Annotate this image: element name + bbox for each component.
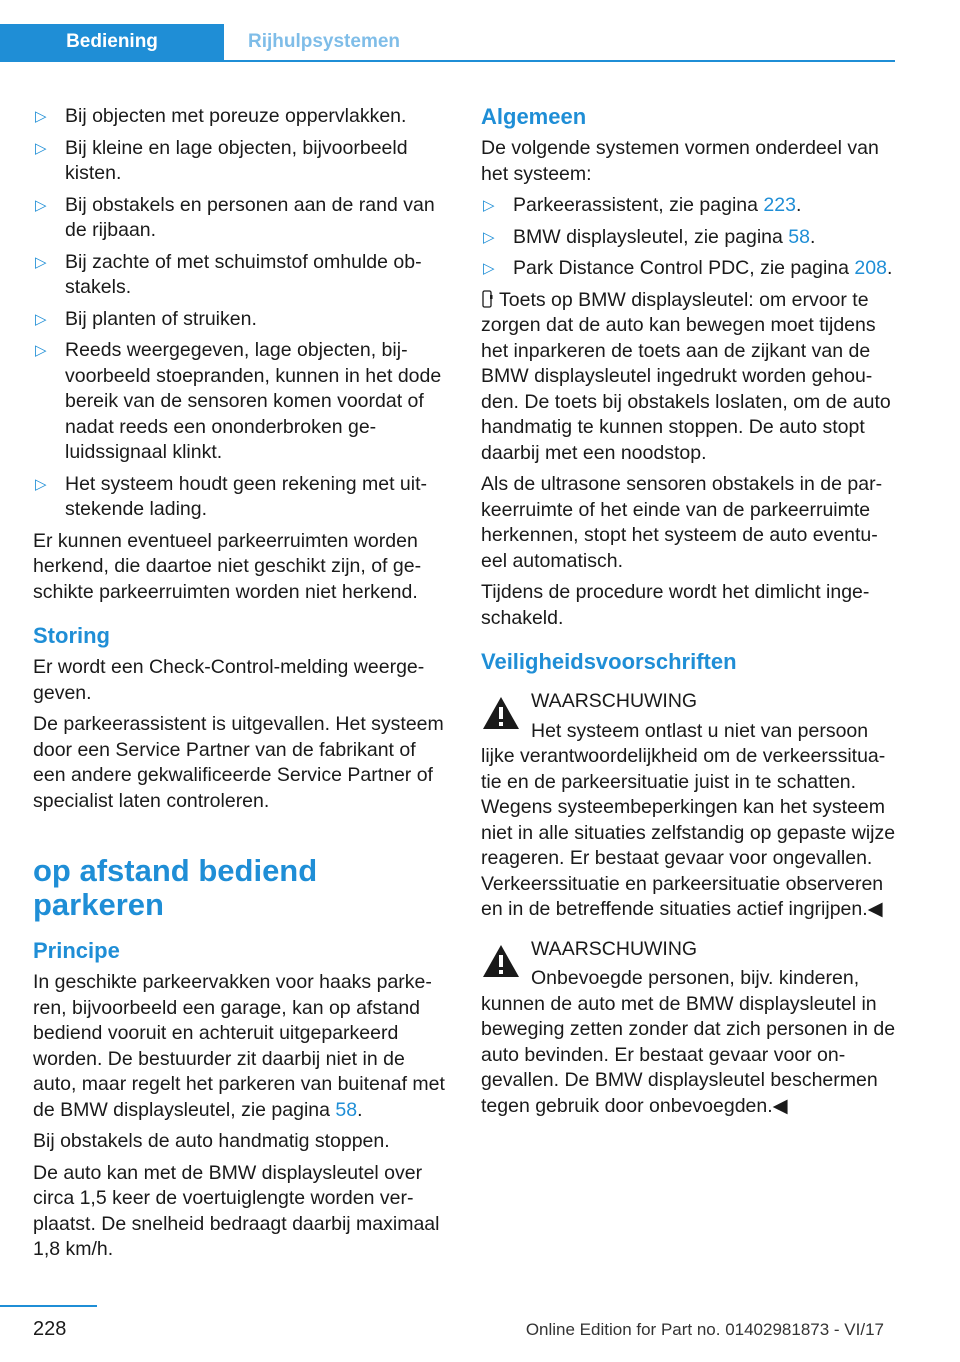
list-item: ▷ Bij objecten met poreuze oppervlakken.: [33, 104, 449, 130]
warning-text: Onbevoegde personen, bijv. kinderen, kunnen de auto met de BMW displaysleutel in beweging zetten zonder dat zich personen in de auto bevinden. Er bestaat gevaar voor ongevallen. De BMW displaysleutel beschermen tegen gebruik door onbevoegden.◀: [481, 967, 896, 1117]
paragraph: Bij obstakels de auto handmatig stoppen.: [33, 1130, 390, 1152]
page-link[interactable]: 58: [788, 225, 810, 248]
tab-bediening: Bediening: [0, 24, 224, 60]
warning-text: Het systeem ontlast u niet van persoon lijke verantwoordelijkheid om de verkeerssituatie en de parkeersituatie juist in te schatten. Wegens systeembeperkingen kan het systeem niet in alle situaties zelfstandig op gepaste wijze reageren. Er bestaat gevaar voor ongevallen. Verkeerssituatie en parkeersituatie observeren en in de betreffende situaties actief ingrijpen.◀: [481, 719, 896, 920]
list-item: ▷ Parkeerassistent, zie pagina 223.: [481, 193, 897, 219]
paragraph: De volgende systemen vormen onderdeel van het systeem:: [481, 137, 879, 185]
warning-title: WAARSCHUWING: [531, 937, 698, 960]
list-item: ▷ Bij planten of struiken.: [33, 307, 449, 333]
page-link[interactable]: 208: [854, 257, 887, 279]
page-number: 228: [33, 1318, 67, 1340]
triangle-bullet-icon: ▷: [483, 197, 495, 214]
list-item: ▷ Park Distance Control PDC, zie pagina 208.: [481, 256, 897, 282]
key-icon: [481, 290, 493, 308]
heading-veiligheid: Veiligheidsvoorschriften: [481, 649, 737, 674]
paragraph: Tijdens de procedure wordt het dimlicht ingeschakeld.: [481, 581, 870, 629]
paragraph: Er kunnen eventueel parkeerruimten worden herkend, die daartoe niet geschikt zijn, of geschikte parkeerruimten worden niet herkend.: [33, 529, 422, 603]
list-item: ▷ Het systeem houdt geen rekening met uitstekende lading.: [35, 472, 428, 520]
list-item: ▷ Bij zachte of met schuimstof omhulde obstakels.: [35, 250, 422, 298]
triangle-bullet-icon: ▷: [35, 108, 47, 125]
paragraph: De auto kan met de BMW displaysleutel over circa 1,5 keer de voertuiglengte worden verplaatst. De snelheid bedraagt daarbij maximaal 1,8 km/h.: [33, 1161, 440, 1260]
section-title: op afstand bediend parkeren: [33, 853, 318, 922]
left-column: [33, 104, 449, 1269]
limitations-list: [33, 104, 449, 523]
heading-algemeen: Algemeen: [481, 104, 587, 129]
heading-principe: Principe: [33, 938, 120, 963]
header-divider: [0, 60, 895, 62]
triangle-bullet-icon: ▷: [35, 196, 47, 214]
triangle-bullet-icon: ▷: [35, 475, 47, 493]
paragraph: Als de ultrasone sensoren obstakels in de parkeerruimte of het einde van de parkeerruimte herkennen, stopt het systeem de auto eventueel automatisch.: [481, 473, 883, 572]
systems-list: [481, 193, 897, 282]
warning-title: WAARSCHUWING: [531, 690, 698, 712]
list-item: ▷ Bij kleine en lage objecten, bijvoorbeeld kisten.: [35, 136, 408, 184]
triangle-bullet-icon: ▷: [483, 260, 495, 277]
footer-divider: [0, 1305, 97, 1307]
paragraph: Er wordt een Check-Control-melding weergegeven.: [33, 656, 425, 704]
list-item: ▷ BMW displaysleutel, zie pagina 58.: [481, 225, 897, 251]
triangle-bullet-icon: ▷: [35, 139, 47, 157]
page-link[interactable]: 58: [335, 1098, 358, 1121]
paragraph: De parkeerassistent is uitgevallen. Het systeem door een Service Partner van de fabrikant of een andere gekwalificeerde Service Partner of specialist laten controleren.: [33, 713, 444, 812]
warning-triangle-icon: [481, 695, 521, 731]
page-link[interactable]: 223: [763, 194, 796, 216]
triangle-bullet-icon: ▷: [35, 253, 47, 271]
paragraph: In geschikte parkeervakken voor haaks parkeren, bijvoorbeeld een garage, kan op afstand bediend vooruit en achteruit uitgeparkeerd worden. De bestuurder zit daarbij niet in de auto, maar regelt het parkeren van buitenaf met de BMW displaysleutel, zie pagina 58.: [33, 971, 445, 1121]
heading-storing: Storing: [33, 623, 110, 648]
warning-box: [481, 689, 897, 923]
list-item: ▷ Bij obstakels en personen aan de rand van de rijbaan.: [35, 193, 435, 241]
paragraph: Toets op BMW displaysleutel: om ervoor te zorgen dat de auto kan bewegen moet tijdens het inparkeren de toets aan de zijkant van de BMW displaysleutel ingedrukt worden gehouden. De toets bij obstakels loslaten, om de auto handmatig te kunnen stoppen. De auto stopt daarbij met een noodstop.: [481, 288, 891, 464]
list-item: ▷ Reeds weergegeven, lage objecten, bijvoorbeeld stoepranden, kunnen in het dode bereik van de sensoren komen voordat of nadat reeds een ononderbroken geluidssignaal klinkt.: [35, 339, 442, 463]
tab-rijhulpsystemen: Rijhulpsystemen: [247, 31, 401, 52]
page-header: [0, 0, 895, 62]
triangle-bullet-icon: ▷: [35, 342, 47, 359]
right-column: [481, 104, 897, 1125]
triangle-bullet-icon: ▷: [483, 228, 495, 246]
triangle-bullet-icon: ▷: [35, 310, 47, 328]
warning-box: [481, 937, 897, 1120]
warning-triangle-icon: [481, 943, 521, 979]
edition-text: Online Edition for Part no. 01402981873 - VI/17: [525, 1320, 884, 1339]
